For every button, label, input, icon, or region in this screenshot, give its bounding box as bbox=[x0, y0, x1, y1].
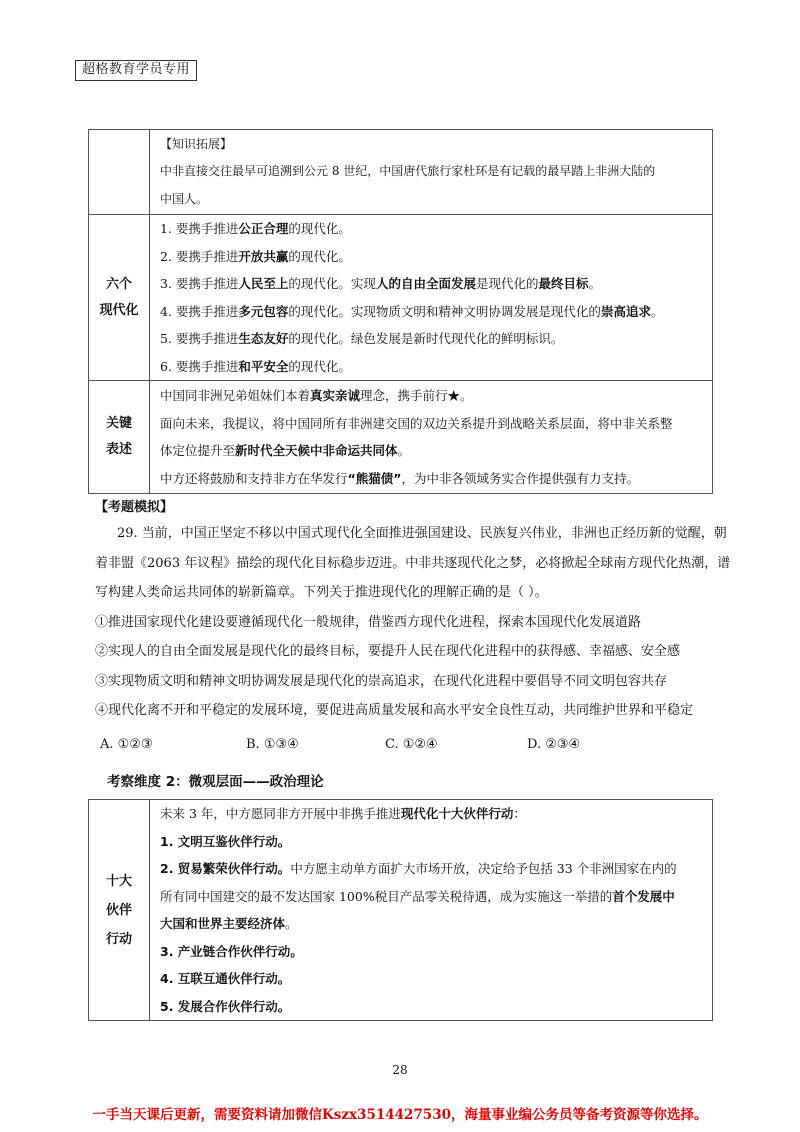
table-row bbox=[89, 381, 713, 494]
exam-heading: 【考题模拟】 bbox=[95, 500, 174, 515]
option-b[interactable]: B. ①③④ bbox=[246, 737, 299, 752]
list-item: 4. 互联互通伙伴行动。 bbox=[160, 971, 291, 986]
option-c[interactable]: C. ①②④ bbox=[385, 737, 438, 752]
list-item-continued: 大国和世界主要经济体。 bbox=[160, 916, 298, 931]
header-tag: 超格教育学员专用 bbox=[75, 60, 197, 81]
footer-promo: 一手当天课后更新，需要资料请加微信Kszx3514427530，海量事业编公务员等备考资源等你选择。 bbox=[92, 1107, 708, 1123]
statement-line: 面向未来，我提议，将中国同所有非洲建交国的双边关系提升到战略关系层面，将中非关系整 bbox=[160, 415, 673, 431]
list-item: 1. 要携手推进公正合理的现代化。 bbox=[160, 221, 351, 236]
list-item: 6. 要携手推进和平安全的现代化。 bbox=[160, 358, 351, 374]
statement: ③实现物质文明和精神文明协调发展是现代化的崇高追求，在现代化进程中要倡导不同文明包容共存 bbox=[95, 673, 668, 689]
label-line: 六个 bbox=[105, 276, 132, 292]
list-item: 2. 贸易繁荣伙伴行动。中方愿主动单方面扩大市场开放，决定给予包括 33 个非洲国家在内的 bbox=[160, 861, 677, 876]
key-statements-cell bbox=[150, 381, 713, 494]
label-line: 表述 bbox=[105, 442, 132, 457]
table-row bbox=[89, 215, 713, 381]
page-number: 28 bbox=[392, 1063, 408, 1077]
statement-line: 中方还将鼓励和支持非方在华发行“熊猫债”，为中非各领域务实合作提供强有力支持。 bbox=[160, 470, 639, 486]
knowledge-title: 【知识拓展】 bbox=[160, 136, 233, 151]
question-line: 29. 当前，中国正坚定不移以中国式现代化全面推进强国建设、民族复兴伟业，非洲也正经历新的觉醒，朝 bbox=[117, 526, 727, 541]
statement: ②实现人的自由全面发展是现代化的最终目标，要提升人民在现代化进程中的获得感、幸福感、安全感 bbox=[95, 644, 681, 659]
row-label-key-statements bbox=[89, 381, 150, 494]
label-line: 伙伴 bbox=[105, 902, 132, 918]
row-label-six-modernizations bbox=[89, 215, 150, 381]
option-d[interactable]: D. ②③④ bbox=[527, 737, 581, 752]
label-line: 行动 bbox=[105, 931, 132, 947]
knowledge-line: 中非直接交往最早可追溯到公元 8 世纪，中国唐代旅行家杜环是有记载的最早踏上非洲大陆的 bbox=[160, 164, 656, 179]
table-row bbox=[89, 130, 713, 215]
question-line: 着非盟《2063 年议程》描绘的现代化目标稳步迈进。中非共逐现代化之梦，必将掀起全球南方现代化热潮，谱 bbox=[95, 555, 731, 571]
list-item: 2. 要携手推进开放共赢的现代化。 bbox=[160, 248, 351, 264]
label-line: 关键 bbox=[105, 416, 132, 431]
partnership-actions-table bbox=[88, 799, 713, 1021]
list-item-continued: 所有同中国建交的最不发达国家 100%税目产品零关税待遇，成为实施这一举措的首个发展中 bbox=[160, 888, 675, 904]
row-label-ten-partnership-actions bbox=[89, 800, 150, 1021]
list-item: 3. 产业链合作伙伴行动。 bbox=[160, 943, 303, 959]
question-text bbox=[95, 519, 730, 726]
option-a[interactable]: A. ①②③ bbox=[100, 737, 153, 752]
list-item: 5. 要携手推进生态友好的现代化。绿色发展是新时代现代化的鲜明标识。 bbox=[160, 331, 564, 346]
intro-line: 未来 3 年，中方愿同非方开展中非携手推进现代化十大伙伴行动： bbox=[160, 806, 526, 821]
knowledge-table bbox=[88, 129, 713, 494]
list-item: 3. 要携手推进人民至上的现代化。实现人的自由全面发展是现代化的最终目标。 bbox=[160, 276, 601, 291]
list-item: 4. 要携手推进多元包容的现代化。实现物质文明和精神文明协调发展是现代化的崇高追求。 bbox=[160, 303, 664, 319]
knowledge-line: 中国人。 bbox=[160, 191, 209, 206]
statement: ④现代化离不开和平稳定的发展环境，要促进高质量发展和高水平安全良性互动，共同维护世界和平稳定 bbox=[95, 703, 694, 718]
statement-line: 体定位提升至新时代全天候中非命运共同体。 bbox=[160, 443, 411, 458]
partnership-actions-cell bbox=[150, 800, 713, 1021]
label-line: 现代化 bbox=[99, 302, 139, 318]
label-line: 十大 bbox=[105, 873, 132, 889]
knowledge-cell bbox=[150, 130, 713, 215]
statement: ①推进国家现代化建设要遵循现代化一般规律，借鉴西方现代化进程，探索本国现代化发展道路 bbox=[95, 614, 642, 630]
empty-label-cell bbox=[89, 130, 150, 215]
list-item: 1. 文明互鉴伙伴行动。 bbox=[160, 833, 291, 849]
statement-line: 中国同非洲兄弟姐妹们本着真实亲诚理念，携手前行★。 bbox=[160, 388, 473, 403]
question-line: 写构建人类命运共同体的崭新篇章。下列关于推进现代化的理解正确的是（ ）。 bbox=[95, 585, 548, 600]
list-item: 5. 发展合作伙伴行动。 bbox=[160, 998, 291, 1014]
dimension-2-title: 考察维度 2：微观层面——政治理论 bbox=[107, 774, 324, 790]
table-row bbox=[89, 800, 713, 1021]
six-modernizations-cell bbox=[150, 215, 713, 381]
